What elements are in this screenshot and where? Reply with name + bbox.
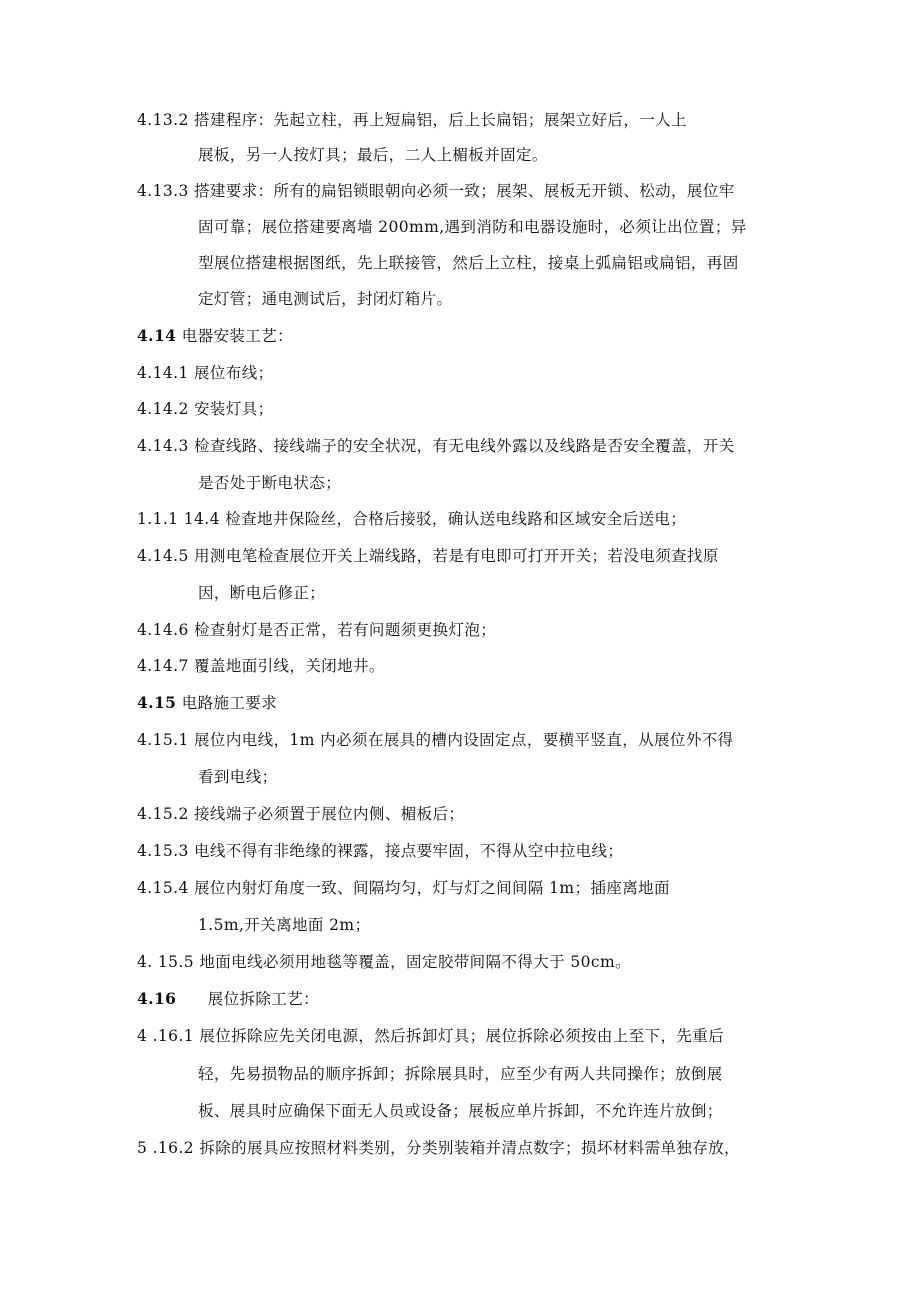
section-title: 展位拆除工艺： — [207, 990, 319, 1008]
text-line: 1.1.1 14.4 检查地井保险丝，合格后接驳，确认送电线路和区域安全后送电； — [137, 510, 687, 528]
section-number: 4.14 — [137, 326, 177, 345]
text-line: 定灯管；通电测试后，封闭灯箱片。 — [198, 290, 453, 308]
text-line: 因，断电后修正； — [198, 584, 326, 602]
section-heading-4-14 — [137, 325, 293, 347]
text-line: 是否处于断电状态； — [198, 474, 342, 492]
text-line: 4.15.2 接线端子必须置于展位内侧、楣板后； — [137, 805, 465, 823]
text-line: 型展位搭建根据图纸，先上联接管，然后上立柱，接桌上弧扁铝或扁铝，再固 — [198, 254, 739, 272]
text-line: 4.15.1 展位内电线，1m 内必须在展具的槽内设固定点，要横平竖直，从展位外不得 — [137, 731, 734, 749]
text-line: 4.14.2 安装灯具； — [137, 400, 274, 418]
text-line: 4.14.6 检查射灯是否正常，若有问题须更换灯泡； — [137, 621, 497, 639]
text-line: 1.5m,开关离地面 2m； — [198, 916, 371, 934]
section-number: 4.16 — [137, 989, 177, 1008]
text-line: 5 .16.2 拆除的展具应按照材料类别，分类别装箱并清点数字；损坏材料需单独存放， — [137, 1139, 740, 1157]
text-line: 4. 15.5 地面电线必须用地毯等覆盖，固定胶带间隔不得大于 50cm。 — [137, 953, 631, 971]
text-line: 4 .16.1 展位拆除应先关闭电源，然后拆卸灯具；展位拆除必须按由上至下，先重后 — [137, 1027, 725, 1045]
text-line: 看到电线； — [198, 768, 278, 786]
text-line: 4.13.2 搭建程序：先起立柱，再上短扁铝，后上长扁铝；展架立好后，一人上 — [137, 111, 687, 129]
section-number: 4.15 — [137, 693, 177, 712]
text-line: 板、展具时应确保下面无人员或设备；展板应单片拆卸，不允许连片放倒； — [198, 1102, 723, 1120]
text-line: 4.14.3 检查线路、接线端子的安全状况，有无电线外露以及线路是否安全覆盖，开关 — [137, 437, 735, 455]
text-line: 轻，先易损物品的顺序拆卸；拆除展具时，应至少有两人共同操作；放倒展 — [198, 1065, 723, 1083]
section-title: 电器安装工艺： — [181, 327, 293, 345]
text-line: 4.15.3 电线不得有非绝缘的裸露，接点要牢固，不得从空中拉电线； — [137, 842, 624, 860]
text-line: 4.13.3 搭建要求：所有的扁铝锁眼朝向必须一致；展架、展板无开锁、松动，展位牢 — [137, 182, 735, 200]
text-line: 4.14.1 展位布线； — [137, 364, 274, 382]
section-title: 电路施工要求 — [181, 694, 278, 712]
text-line: 展板，另一人按灯具；最后，二人上楣板并固定。 — [198, 146, 548, 164]
text-line: 4.14.5 用测电笔检查展位开关上端线路，若是有电即可打开开关；若没电须查找原 — [137, 547, 719, 565]
text-line: 4.15.4 展位内射灯角度一致、间隔均匀，灯与灯之间间隔 1m；插座离地面 — [137, 879, 670, 897]
text-line: 4.14.7 覆盖地面引线，关闭地井。 — [137, 657, 385, 675]
section-heading-4-15 — [137, 692, 277, 714]
section-heading-4-16 — [137, 988, 319, 1010]
text-line: 固可靠；展位搭建要离墙 200mm,遇到消防和电器设施时，必须让出位置；异 — [198, 218, 747, 236]
